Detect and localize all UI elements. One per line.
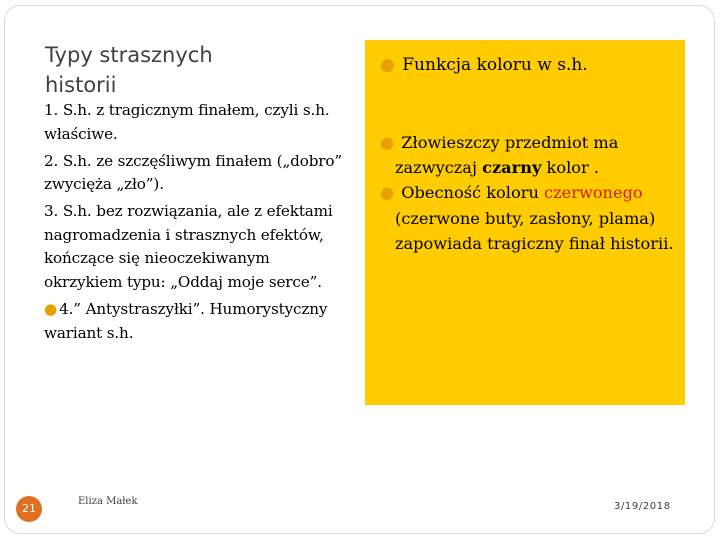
page-number-badge: 21 bbox=[16, 496, 42, 522]
red-text-before: Obecność koloru bbox=[401, 183, 545, 203]
color-function-list bbox=[380, 130, 680, 256]
left-text-column bbox=[44, 99, 349, 349]
red-text-after: (czerwone buty, zasłony, plama) zapowiada tragiczny finał historii. bbox=[395, 208, 674, 253]
footer-date: 3/19/2018 bbox=[614, 501, 671, 512]
story-type-3: 3. S.h. bez rozwiązania, ale z efektami nagromadzenia i strasznych efektów, kończące się nieoczekiwanym okrzykiem typu: „Oddaj moje serce”. bbox=[44, 202, 333, 291]
story-type-2: 2. S.h. ze szczęśliwym finałem („dobro” zwycięża „zło”). bbox=[44, 151, 343, 194]
red-word: czerwonego bbox=[544, 183, 643, 203]
color-bullet-red bbox=[380, 180, 680, 256]
slide-title: Typy strasznych historii bbox=[45, 43, 213, 97]
black-text-before: Złowieszczy przedmiot ma zazwyczaj bbox=[395, 133, 619, 178]
bullet-icon: ● bbox=[380, 133, 400, 152]
footer-author: Eliza Małek bbox=[78, 496, 138, 507]
black-word: czarny bbox=[482, 158, 542, 178]
color-function-heading: Funkcja koloru w s.h. bbox=[402, 55, 588, 75]
bullet-icon: ● bbox=[380, 183, 400, 203]
story-type-4: 4.” Antystraszyłki”. Humorystyczny wariant s.h. bbox=[44, 299, 328, 342]
black-text-after: kolor . bbox=[541, 158, 600, 178]
story-type-4-row bbox=[44, 298, 349, 345]
color-function-heading-row bbox=[380, 55, 680, 75]
bullet-icon: ● bbox=[44, 299, 58, 318]
bullet-icon: ● bbox=[380, 55, 395, 75]
story-type-1: 1. S.h. z tragicznym finałem, czyli s.h. właściwe. bbox=[44, 101, 330, 143]
color-bullet-black bbox=[380, 130, 680, 180]
